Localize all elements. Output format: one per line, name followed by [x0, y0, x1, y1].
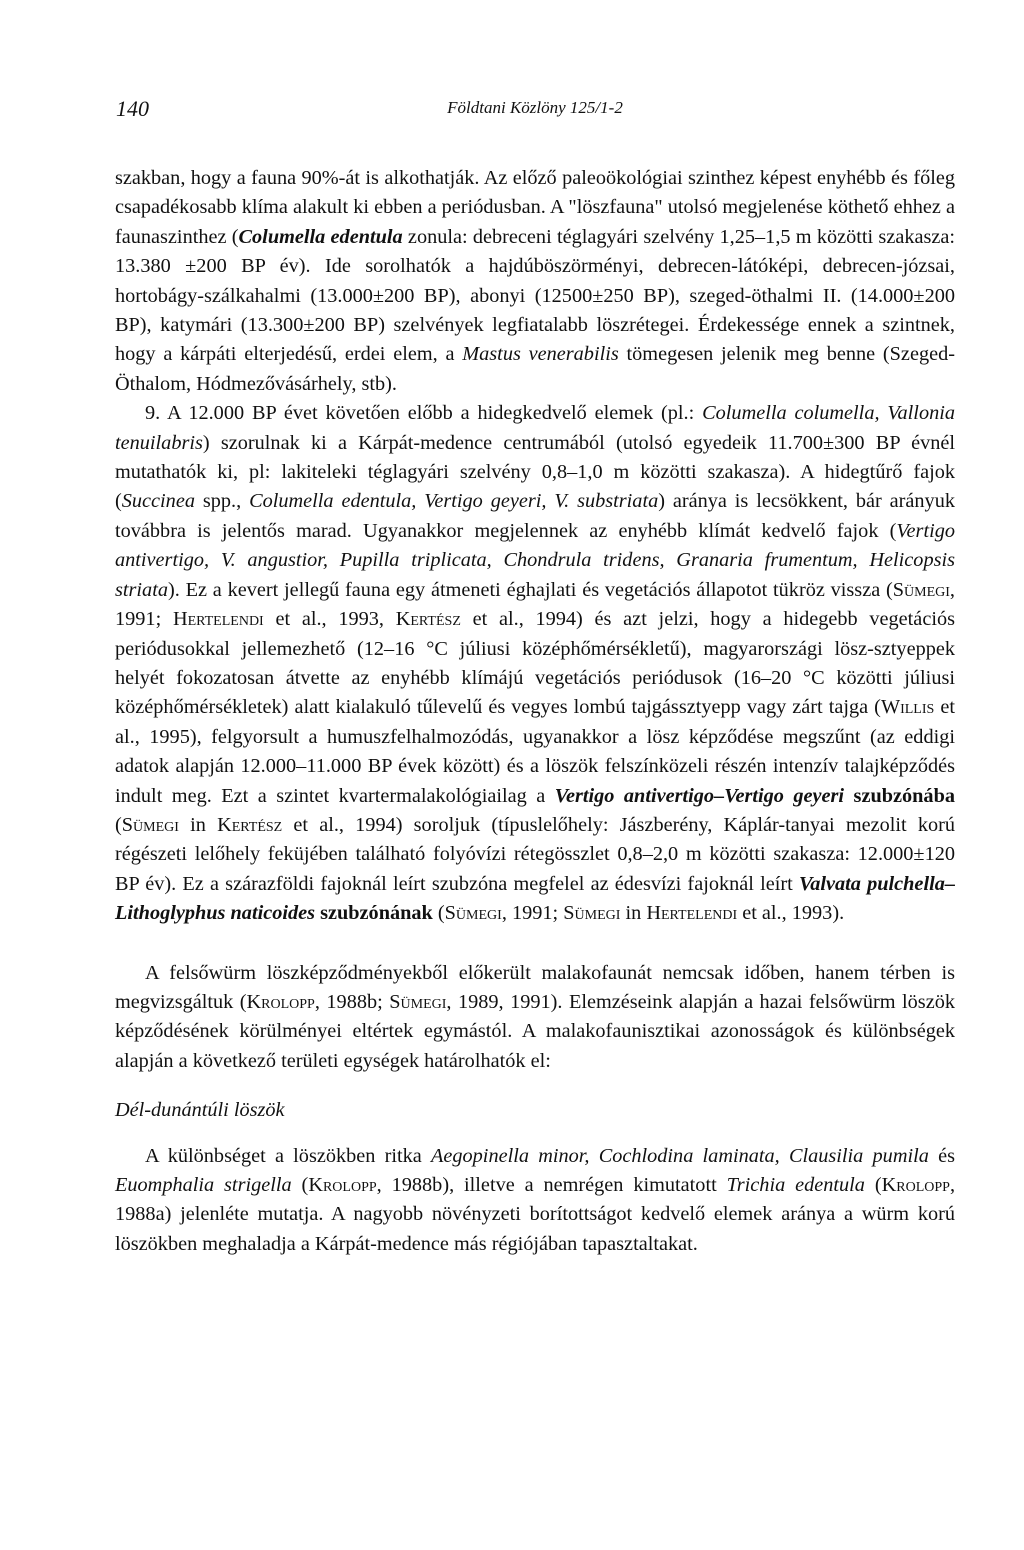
paragraph-2: 9. A 12.000 BP évet követően előbb a hidegkedvelő elemek (pl.: Columella columella, Vallonia tenuilabris) szorulnak ki a Kárpát-medence centrumából (utolsó egyedeik 11.700±300 BP évnél mutathatók ki, pl: lakiteleki téglagyári szelvény 0,8–1,0 m közötti szakasza). A hidegtűrő fajok (Succinea spp., Columella edentula, Vertigo geyeri, V. substriata) aránya is lecsökkent, bár arányuk továbbra is jelentős marad. Ugyanakkor megjelennek az enyhébb klímát kedvelő fajok (Vertigo antivertigo, V. angustior, Pupilla triplicata, Chondrula tridens, Granaria frumentum, Helicopsis striata). Ez a kevert jellegű fauna egy átmeneti éghajlati és vegetációs állapotot tükröz vissza (Sümegi, 1991; Hertelendi et al., 1993, Kertész et al., 1994) és azt jelzi, hogy a hidegebb vegetációs periódusokkal jellemezhető (12–16 °C júliusi középhőmérsékletű), magyarországi lösz-sztyeppek helyét fokozatosan átvette az enyhébb klímájú vegetációs periódusok (16–20 °C közötti júliusi középhőmérsékletek) alatt kialakuló tűlevelű és vegyes lombú tajgássztyepp vagy zárt tajga (Willis et al., 1995), felgyorsult a humuszfelhalmozódás, ugyanakkor a lösz képződése megszűnt (az eddigi adatok alapján 12.000–11.000 BP évek között) és a löszök felszínközeli részén intenzív talajképződés indult meg. Ezt a szintet kvartermalakológiailag a Vertigo antivertigo–Vertigo geyeri szubzónába (Sümegi in Kertész et al., 1994) soroljuk (típuslelőhely: Jászberény, Káplár-tanyai mezolit korú régészeti lelőhely feküjében található folyóvízi rétegösszlet 0,8–2,0 m közötti szakasza: 12.000±120 BP év). Ez a szárazföldi fajoknál leírt szubzóna megfelel az édesvízi fajoknál leírt Valvata pulchella–Lithoglyphus naticoides szubzónának (Sümegi, 1991; Sümegi in Hertelendi et al., 1993). [115, 402, 955, 925]
page-header [116, 96, 954, 126]
paragraph-gap [115, 929, 955, 959]
paragraph-1: szakban, hogy a fauna 90%-át is alkothatják. Az előző paleoökológiai szinthez képest enyhébb és főleg csapadékosabb klíma alakult ki ebben a periódusban. A "löszfauna" utolsó megjelenése köthető ehhez a faunaszinthez (Columella edentula zonula: debreceni téglagyári szelvény 1,25–1,5 m közötti szakasza: 13.380 ±200 BP év). Ide sorolhatók a hajdúböszörményi, debrecen-látóképi, debrecen-józsai, hortobágy-szálkahalmi (13.000±200 BP), abonyi (12500±250 BP), szeged-öthalmi II. (14.000±200 BP), katymári (13.300±200 BP) szelvények legfiatalabb löszrétegei. Érdekessége ennek a szintnek, hogy a kárpáti elterjedésű, erdei elem, a Mastus venerabilis tömegesen jelenik meg benne (Szeged-Öthalom, Hódmezővásárhely, stb). [115, 167, 955, 395]
paragraph-4: A különbséget a löszökben ritka Aegopinella minor, Cochlodina laminata, Clausilia pumila és Euomphalia strigella (Krolopp, 1988b), illetve a nemrégen kimutatott Trichia edentula (Krolopp, 1988a) jelenléte mutatja. A nagyobb növényzeti borítottságot kedvelő elemek aránya a würm korú löszökben meghaladja a Kárpát-medence más régiójában tapasztaltakat. [115, 1144, 956, 1255]
journal-title: Földtani Közlöny 125/1-2 [447, 98, 623, 117]
section-heading: Dél-dunántúli löszök [115, 1099, 285, 1122]
page-number: 140 [116, 96, 149, 121]
paragraph-3: A felsőwürm löszképződményekből előkerült malakofaunát nemcsak időben, hanem térben is megvizsgáltuk (Krolopp, 1988b; Sümegi, 1989, 1991). Elemzéseink alapján a hazai felsőwürm löszök képződésének körülményei eltértek egymástól. A malakofaunisztikai azonosságok és különbségek alapján a következő területi egységek határolhatók el: [115, 961, 955, 1072]
article-body [115, 164, 955, 1259]
